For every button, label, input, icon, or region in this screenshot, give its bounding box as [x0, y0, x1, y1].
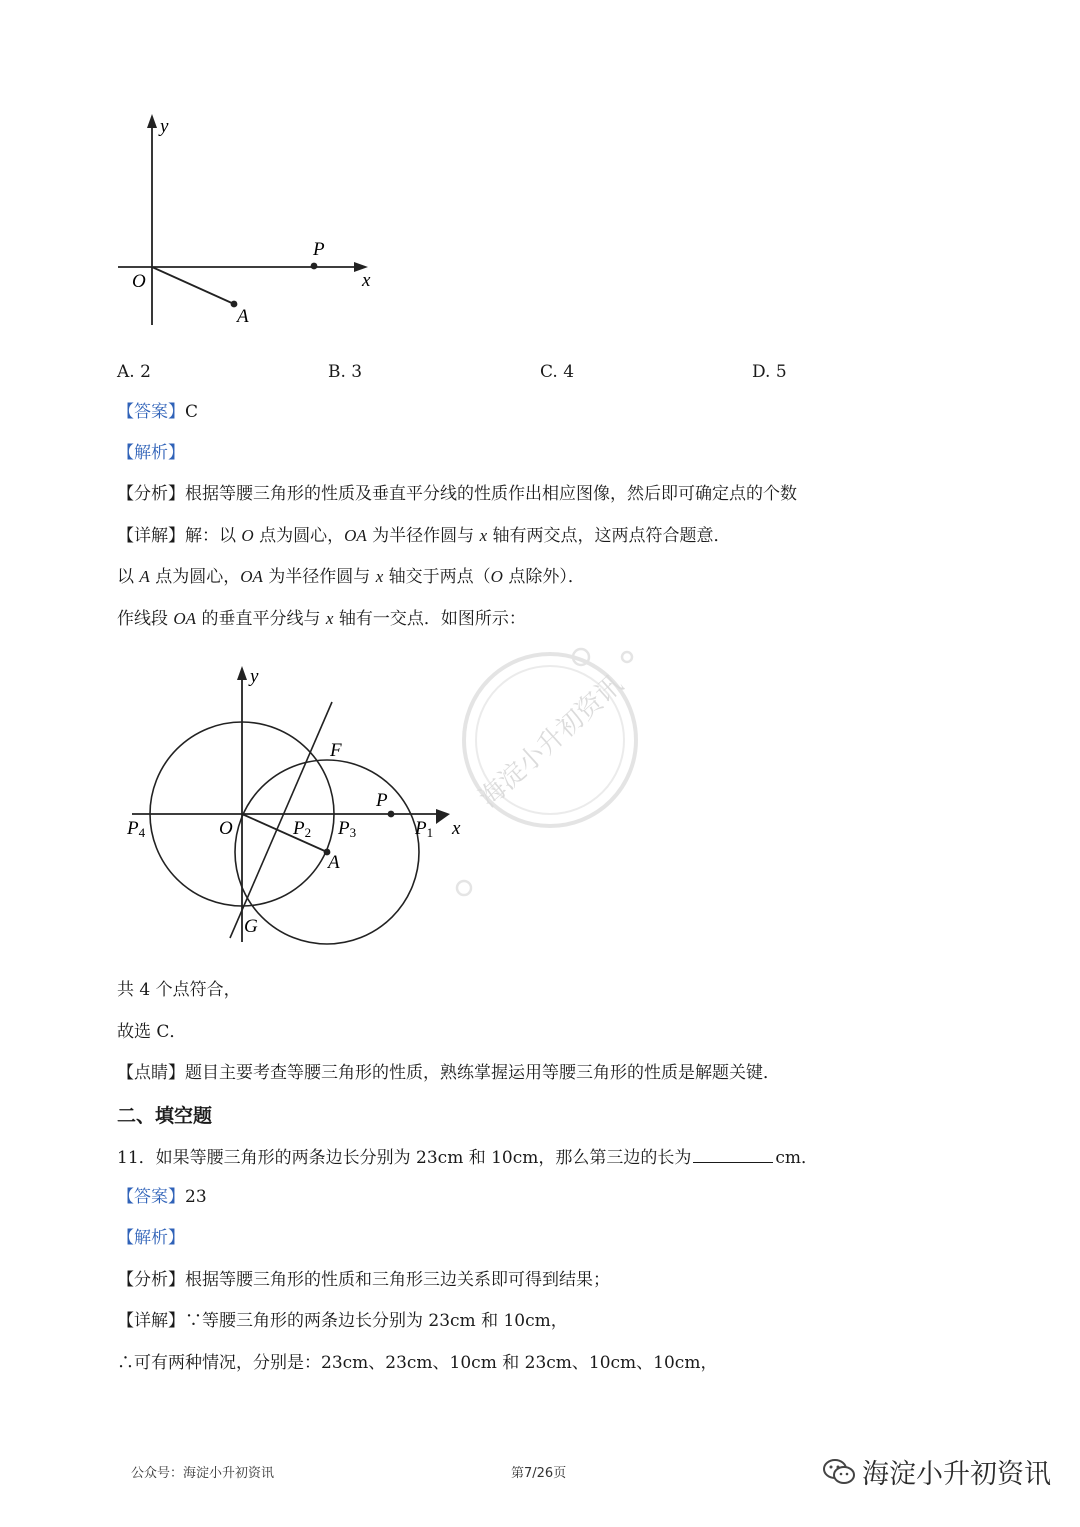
- footer-brand: [822, 1452, 1051, 1491]
- label-y: y: [160, 116, 169, 137]
- label-x: x: [362, 270, 371, 291]
- var-x: x: [479, 526, 488, 545]
- detail-text: 轴有一交点．如图所示：: [333, 609, 526, 629]
- detail-text: 解：以: [185, 526, 242, 546]
- detail-text: 点为圆心，: [253, 526, 345, 546]
- choose-line: 故选 C．: [117, 1022, 187, 1042]
- label-p: P: [376, 790, 388, 811]
- answer-value: 23: [185, 1187, 207, 1207]
- analysis-text: 根据等腰三角形的性质及垂直平分线的性质作出相应图像，然后即可确定点的个数: [185, 484, 797, 504]
- label-p: P: [313, 239, 325, 260]
- figure-coordinate-sketch: [110, 108, 400, 333]
- q11-answer-line: [117, 1185, 207, 1209]
- footer-left: 公众号：海淀小升初资讯: [131, 1466, 275, 1481]
- answer-tag: 【答案】: [117, 1187, 185, 1207]
- var-o: O: [241, 526, 254, 545]
- detail-text: ∵等腰三角形的两条边长分别为 23cm 和 10cm，: [185, 1311, 568, 1331]
- q11-detail-line: [117, 1309, 568, 1333]
- q11-unit: cm．: [775, 1148, 819, 1168]
- label-a: A: [328, 852, 340, 873]
- detail-line-2: [117, 565, 585, 589]
- detail-text: 的垂直平分线与: [196, 609, 326, 629]
- footer-page-number: 第7/26页: [511, 1466, 567, 1481]
- detail-text: 作线段: [117, 609, 174, 629]
- detail-line-1: [117, 524, 731, 548]
- segment-oa: [152, 267, 234, 304]
- var-o: O: [490, 567, 503, 586]
- option-c: C. 4: [540, 362, 575, 382]
- figure-circles-construction: [110, 640, 670, 950]
- option-a: A. 2: [117, 362, 151, 382]
- label-o: O: [132, 271, 146, 292]
- segment-oa: [242, 814, 327, 852]
- jiexi-line: [117, 441, 185, 465]
- watermark-stamp: [457, 649, 636, 895]
- var-a: A: [139, 567, 150, 586]
- jiexi-tag: 【解析】: [117, 443, 185, 463]
- var-x: x: [375, 567, 384, 586]
- detail-text: 以: [117, 567, 140, 587]
- analysis-tag: 【分析】: [117, 1270, 185, 1290]
- perpendicular-bisector: [230, 702, 332, 938]
- detail-line-3: [117, 607, 526, 631]
- point-p: [311, 263, 318, 270]
- var-oa: OA: [240, 567, 263, 586]
- comment-line: [117, 1061, 780, 1085]
- y-arrow: [237, 666, 247, 680]
- analysis-tag: 【分析】: [117, 484, 185, 504]
- detail-text: 点为圆心，: [149, 567, 241, 587]
- label-p1: P1: [415, 818, 434, 840]
- detail-text: 为半径作圆与: [366, 526, 480, 546]
- detail-tag: 【详解】: [117, 1311, 185, 1331]
- label-x: x: [452, 818, 461, 839]
- analysis-line: [117, 482, 797, 506]
- q11-question-text: 11．如果等腰三角形的两条边长分别为 23cm 和 10cm，那么第三边的长为: [117, 1148, 692, 1168]
- brand-name: 海淀小升初资讯: [862, 1459, 1051, 1490]
- label-g: G: [244, 916, 258, 937]
- total-line: 共 4 个点符合，: [117, 980, 241, 1000]
- point-p: [388, 811, 395, 818]
- label-p4: P4: [127, 818, 146, 840]
- var-x: x: [325, 609, 334, 628]
- q11-conclusion-line: ∴可有两种情况，分别是：23cm、23cm、10cm 和 23cm、10cm、10cm，: [117, 1353, 718, 1373]
- wechat-icon: [822, 1457, 856, 1487]
- label-f: F: [330, 740, 342, 761]
- label-p2: P2: [293, 818, 312, 840]
- q11-jiexi-line: [117, 1226, 185, 1250]
- section-title: 二、填空题: [117, 1105, 213, 1127]
- y-arrow: [147, 114, 157, 128]
- label-y: y: [250, 666, 259, 687]
- label-o: O: [219, 818, 233, 839]
- jiexi-tag: 【解析】: [117, 1228, 185, 1248]
- x-arrow: [436, 809, 450, 824]
- var-oa: OA: [344, 526, 367, 545]
- answer-blank: [693, 1144, 773, 1163]
- comment-tag: 【点睛】: [117, 1063, 185, 1083]
- label-a: A: [237, 306, 249, 327]
- detail-tag: 【详解】: [117, 526, 185, 546]
- detail-text: 为半径作圆与: [262, 567, 376, 587]
- analysis-text: 根据等腰三角形的性质和三角形三边关系即可得到结果；: [185, 1270, 610, 1290]
- option-d: D. 5: [752, 362, 787, 382]
- answer-line: [117, 400, 198, 424]
- option-b: B. 3: [328, 362, 363, 382]
- detail-text: 轴有两交点，这两点符合题意．: [487, 526, 731, 546]
- label-p3: P3: [338, 818, 357, 840]
- answer-value: C: [185, 402, 199, 422]
- watermark-text: 海淀小升初资讯: [473, 669, 630, 814]
- comment-text: 题目主要考查等腰三角形的性质，熟练掌握运用等腰三角形的性质是解题关键．: [185, 1063, 780, 1083]
- detail-text: 点除外）．: [502, 567, 585, 587]
- q11-analysis-line: [117, 1268, 610, 1292]
- answer-tag: 【答案】: [117, 402, 185, 422]
- var-oa: OA: [173, 609, 197, 628]
- detail-text: 轴交于两点（: [383, 567, 491, 587]
- q11-question: [117, 1144, 818, 1170]
